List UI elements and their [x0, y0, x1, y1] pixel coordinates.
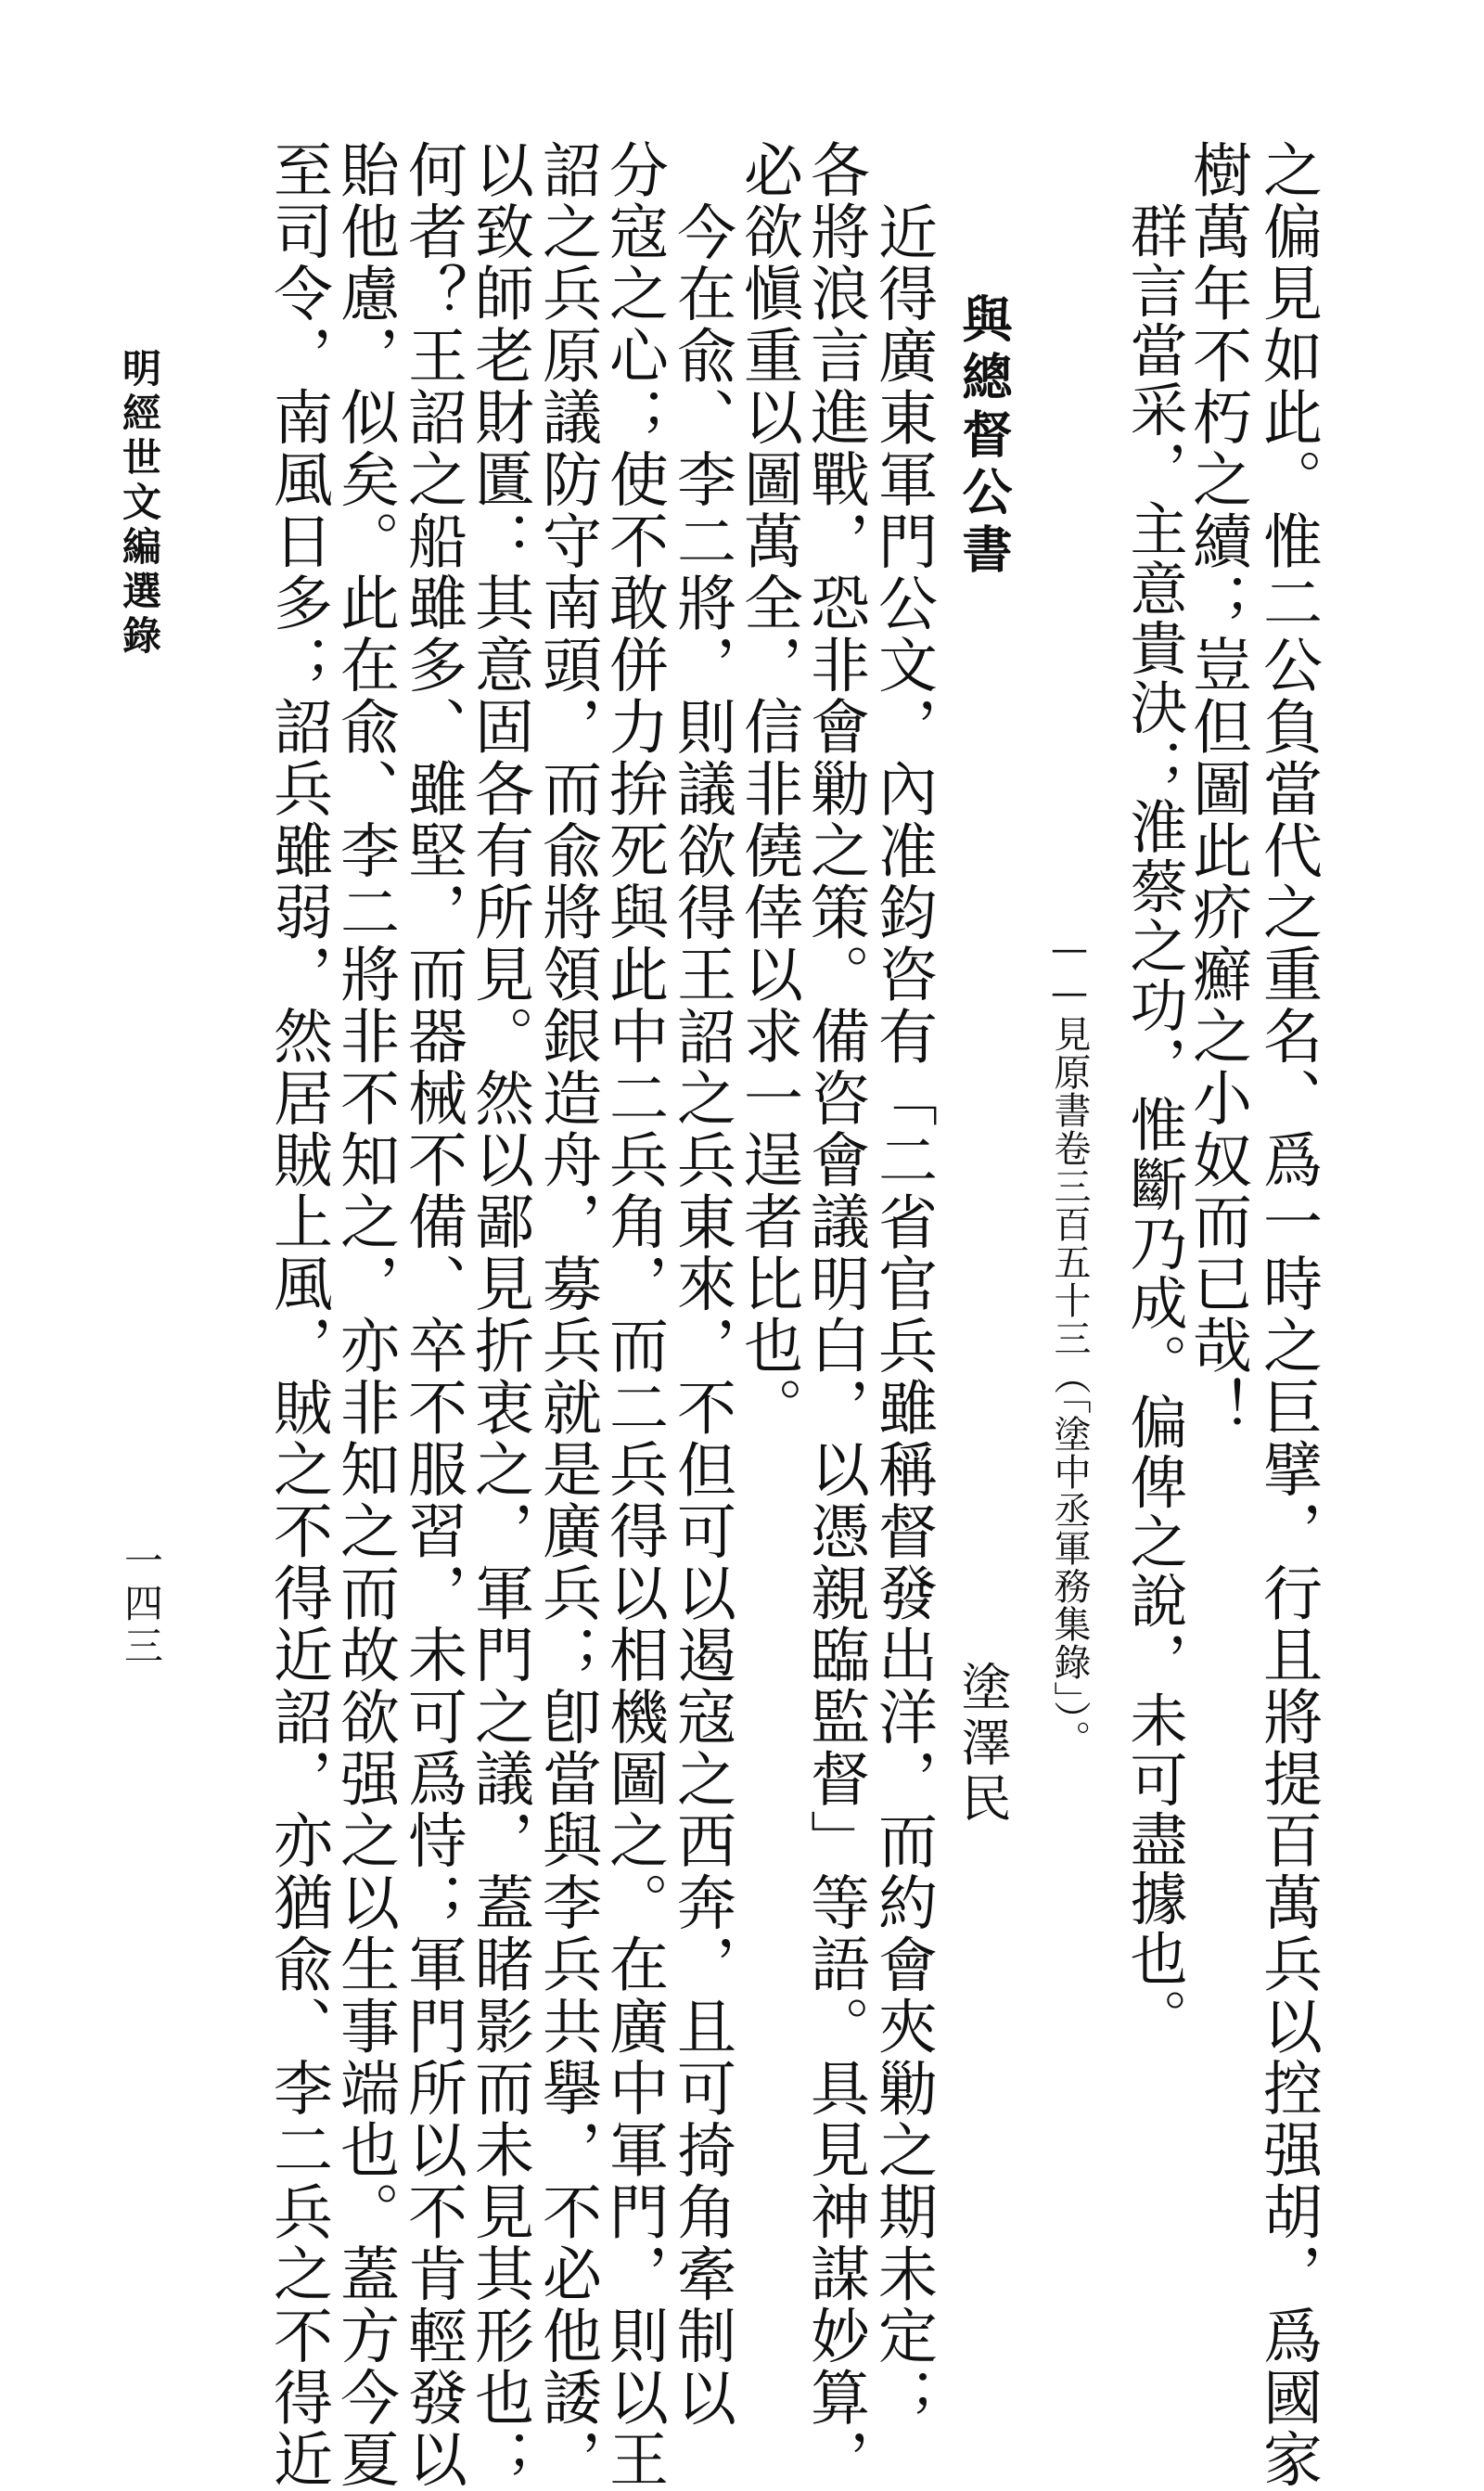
prev-passage-line-2: 樹萬年不朽之續；豈但圖此疥癬之小奴而已哉！: [1183, 139, 1251, 1439]
paragraph-2-line-2: 分寇之心；使不敢併力拚死與此中二兵角，而二兵得以相機圖之。在廣中軍門，則以王: [599, 139, 668, 2491]
paragraph-2-line-5: 何者？王詔之船雖多、雖堅，而器械不備、卒不服習，未可爲恃；軍門所以不肯輕發以: [398, 139, 467, 2491]
paragraph-2-line-1: 今在兪、李二將，則議欲得王詔之兵東來，不但可以遏寇之西奔，且可掎角牽制以: [667, 201, 736, 2430]
prev-passage-line-3: 群言當采，主意貴決；淮蔡之功，惟斷乃成。偏俾之說，未可盡據也。: [1120, 201, 1188, 2048]
paragraph-2-line-4: 以致師老財匱：其意固各有所見。然以鄙見折衷之，軍門之議，蓋睹影而未見其形也；: [465, 139, 533, 2491]
running-title: 明經世文編選錄: [117, 348, 162, 660]
paragraph-2-line-3: 詔之兵原議防守南頭，而兪將領銀造舟，募兵就是廣兵；卽當與李兵共擧，不必他諉，: [532, 139, 601, 2491]
prev-passage-line-1: 之偏見如此。惟二公負當代之重名、爲一時之巨擘，行且將提百萬兵以控强胡，爲國家: [1253, 139, 1322, 2491]
paragraph-2-line-6: 貽他慮，似矣。此在兪、李二將非不知之，亦非知之而故欲强之以生事端也。蓋方今夏: [330, 139, 399, 2491]
paragraph-1-line-3: 必欲愼重以圖萬全，信非僥倖以求一逞者比也。: [734, 139, 802, 1439]
paragraph-1-line-2: 各將浪言進戰，恐非會勦之策。備咨會議明白，以憑親臨監督」等語。具見神謀妙算，: [800, 139, 869, 2491]
page-number: 一四三: [119, 1540, 164, 1668]
paragraph-2-line-7: 至司令，南風日多；詔兵雖弱，然居賊上風，賊之不得近詔，亦猶兪、李二兵之不得近: [263, 139, 332, 2491]
article-author: 塗澤民: [953, 1661, 1012, 1828]
article-title: 與總督公書: [954, 293, 1014, 581]
paragraph-1-line-1: 近得廣東軍門公文，內准鈞咨有「二省官兵雖稱督發出洋，而約會夾勦之期未定；: [868, 201, 937, 2430]
source-note: ——見原書卷三百五十三（「塗中丞軍務集錄」）。: [1048, 928, 1091, 1758]
